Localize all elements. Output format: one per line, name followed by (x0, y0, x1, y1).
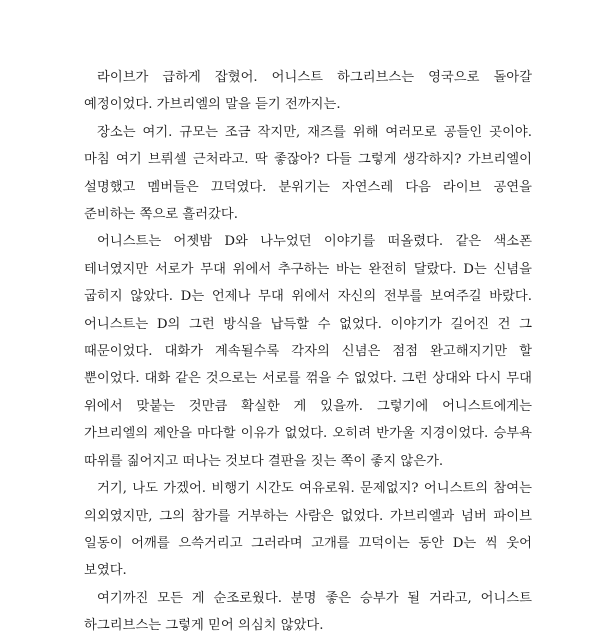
paragraph: 거기, 나도 가겠어. 비행기 시간도 여유로워. 문제없지? 어니스트의 참여는 의외였지만, 그의 참가를 거부하는 사람은 없었다. 가브리엘과 넘버 파이브 일동이 어깨를 으쓱거리고 그러라며 고개를 끄덕이는 동안 D는 씩 웃어 보였다. (84, 481, 532, 579)
paragraph: 장소는 여기. 규모는 조금 작지만, 재즈를 위해 여러모로 공들인 곳이야. 마침 여기 브뤼셀 근처라고. 딱 좋잖아? 다들 그렇게 생각하지? 가브리엘이 설명했고 멤버들은 끄덕였다. 분위기는 자연스레 다음 라이브 공연을 준비하는 쪽으로 흘러갔다. (84, 124, 532, 223)
paragraph: 라이브가 급하게 잡혔어. 어니스트 하그리브스는 영국으로 돌아갈 예정이었다. 가브리엘의 말을 듣기 전까지는. (84, 70, 532, 113)
paragraph: 어니스트는 어젯밤 D와 나누었던 이야기를 떠올렸다. 같은 색소폰 테너였지만 서로가 무대 위에서 추구하는 바는 완전히 달랐다. D는 신념을 굽히지 않았다. D는 언제나 무대 위에서 자신의 전부를 보여주길 바랐다. 어니스트는 D의 그런 방식을 납득할 수 없었다. 이야기가 길어진 건 그 때문이었다. 대화가 계속될수록 각자의 신념은 점점 완고해지기만 할 뿐이었다. 대화 같은 것으로는 서로를 꺾을 수 없었다. 그런 상대와 다시 무대 위에서 맞붙는 것만큼 확실한 게 있을까. 그렇기에 어니스트에게는 가브리엘의 제안을 마다할 이유가 없었다. 오히려 반가울 지경이었다. 승부욕 따위를 짊어지고 떠나는 것보다 결판을 짓는 쪽이 좋지 않은가. (84, 234, 532, 469)
body-text (84, 64, 532, 640)
paragraph: 여기까진 모든 게 순조로웠다. 분명 좋은 승부가 될 거라고, 어니스트 하그리브스는 그렇게 믿어 의심치 않았다. (84, 590, 532, 634)
